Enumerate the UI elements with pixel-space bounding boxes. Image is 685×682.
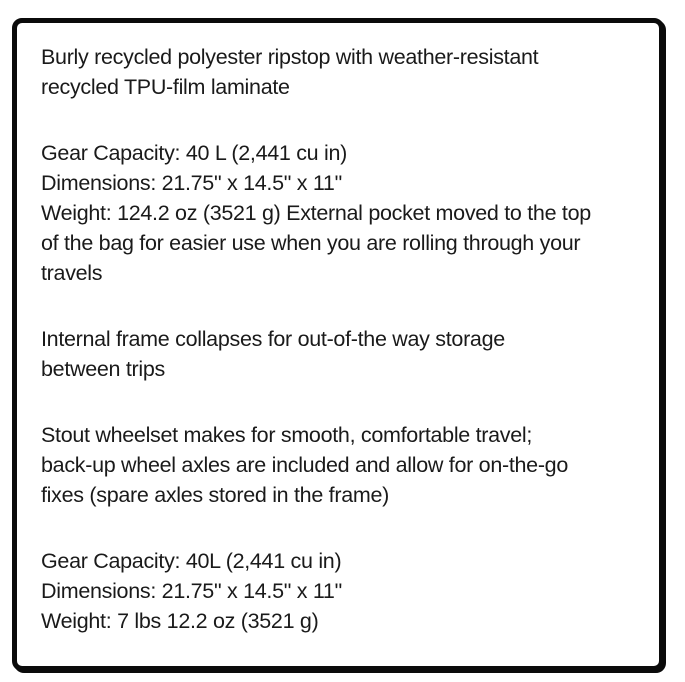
product-specs-card xyxy=(12,18,664,671)
wheelset-feature-paragraph xyxy=(41,420,637,510)
fabric-description-line-1: Burly recycled polyester ripstop with weather-resistant xyxy=(41,45,539,69)
frame-feature-line-1: Internal frame collapses for out-of-the way storage xyxy=(41,327,505,351)
dimensions-text: Dimensions: 21.75" x 14.5" x 11" xyxy=(41,171,342,195)
dimensions-summary-text: Dimensions: 21.75" x 14.5" x 11" xyxy=(41,579,342,603)
gear-capacity-summary-text: Gear Capacity: 40L (2,441 cu in) xyxy=(41,549,342,573)
frame-feature-paragraph xyxy=(41,324,637,384)
wheelset-feature-line-3: fixes (spare axles stored in the frame) xyxy=(41,483,389,507)
specs-summary-paragraph xyxy=(41,546,637,636)
frame-feature-line-2: between trips xyxy=(41,357,165,381)
fabric-description-line-2: recycled TPU-film laminate xyxy=(41,75,290,99)
weight-pocket-line-3: travels xyxy=(41,261,103,285)
gear-capacity-text: Gear Capacity: 40 L (2,441 cu in) xyxy=(41,141,347,165)
wheelset-feature-line-2: back-up wheel axles are included and allow for on-the-go xyxy=(41,453,568,477)
weight-summary-text: Weight: 7 lbs 12.2 oz (3521 g) xyxy=(41,609,319,633)
specs-detail-paragraph xyxy=(41,138,637,288)
wheelset-feature-line-1: Stout wheelset makes for smooth, comfortable travel; xyxy=(41,423,533,447)
fabric-description-paragraph xyxy=(41,42,637,102)
weight-pocket-line-1: Weight: 124.2 oz (3521 g) External pocket moved to the top xyxy=(41,201,591,225)
weight-pocket-line-2: of the bag for easier use when you are rolling through your xyxy=(41,231,581,255)
